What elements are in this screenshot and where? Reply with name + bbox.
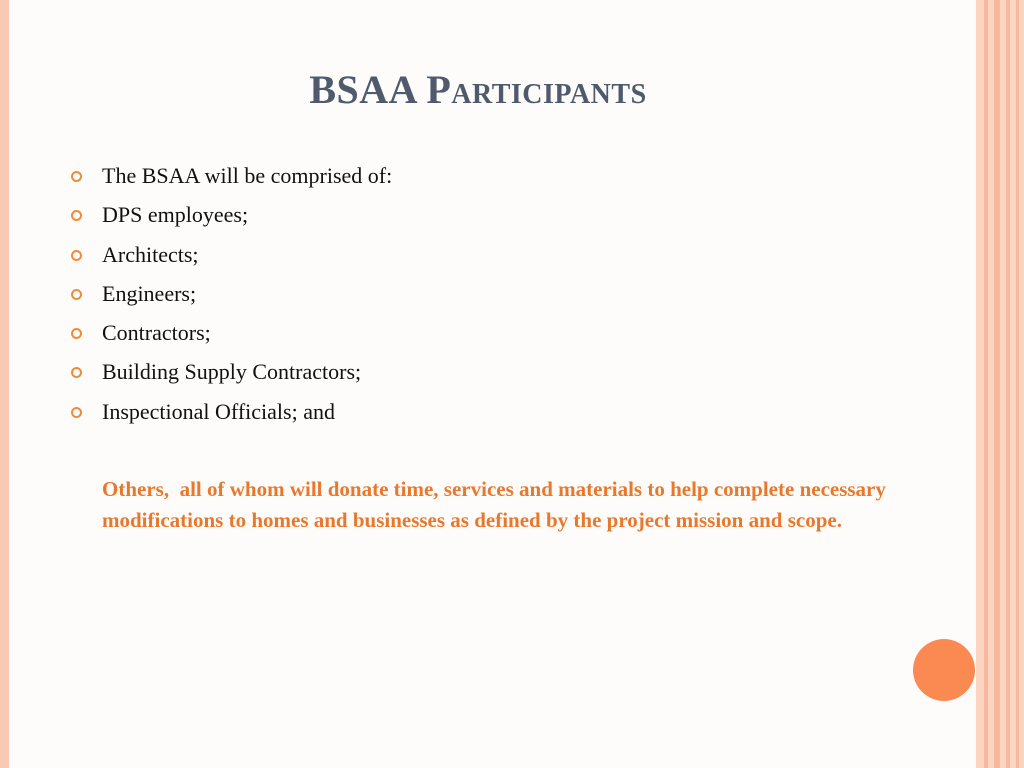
bullet-text: Architects; [102, 241, 199, 267]
bullet-text: Engineers; [102, 280, 197, 306]
border-stripe [1016, 0, 1019, 768]
bullet-circle-icon [71, 367, 82, 378]
bullet-text: Building Supply Contractors; [102, 359, 362, 385]
bullet-text: Inspectional Officials; and [102, 398, 335, 424]
border-stripe [1006, 0, 1010, 768]
bullet-circle-icon [71, 407, 82, 418]
bullet-item [71, 235, 392, 274]
bullet-item [71, 156, 392, 195]
highlight-note: Others, all of whom will donate time, services and materials to help complete necessary modifications to homes and businesses as defined by the project mission and scope. [102, 477, 892, 532]
border-stripe [994, 0, 1000, 768]
bullet-list [71, 156, 392, 431]
bullet-item [71, 352, 392, 391]
bullet-text: DPS employees; [102, 202, 249, 228]
bullet-text: The BSAA will be comprised of: [102, 163, 393, 188]
bullet-circle-icon [71, 171, 82, 182]
border-stripe [984, 0, 988, 768]
title-word: Participants [426, 67, 647, 112]
bullet-item [71, 313, 392, 352]
title-acronym: BSAA [309, 67, 416, 112]
bullet-circle-icon [71, 250, 82, 261]
bullet-circle-icon [71, 210, 82, 221]
bullet-text: Contractors; [102, 320, 211, 346]
bullet-circle-icon [71, 328, 82, 339]
bullet-item [71, 195, 392, 234]
left-border [0, 0, 9, 768]
right-border [976, 0, 1024, 768]
decorative-circle-icon [913, 639, 975, 701]
slide-body [9, 0, 976, 768]
slide-title [9, 66, 947, 114]
bullet-item [71, 392, 392, 431]
bullet-circle-icon [71, 289, 82, 300]
bullet-item [71, 274, 392, 313]
